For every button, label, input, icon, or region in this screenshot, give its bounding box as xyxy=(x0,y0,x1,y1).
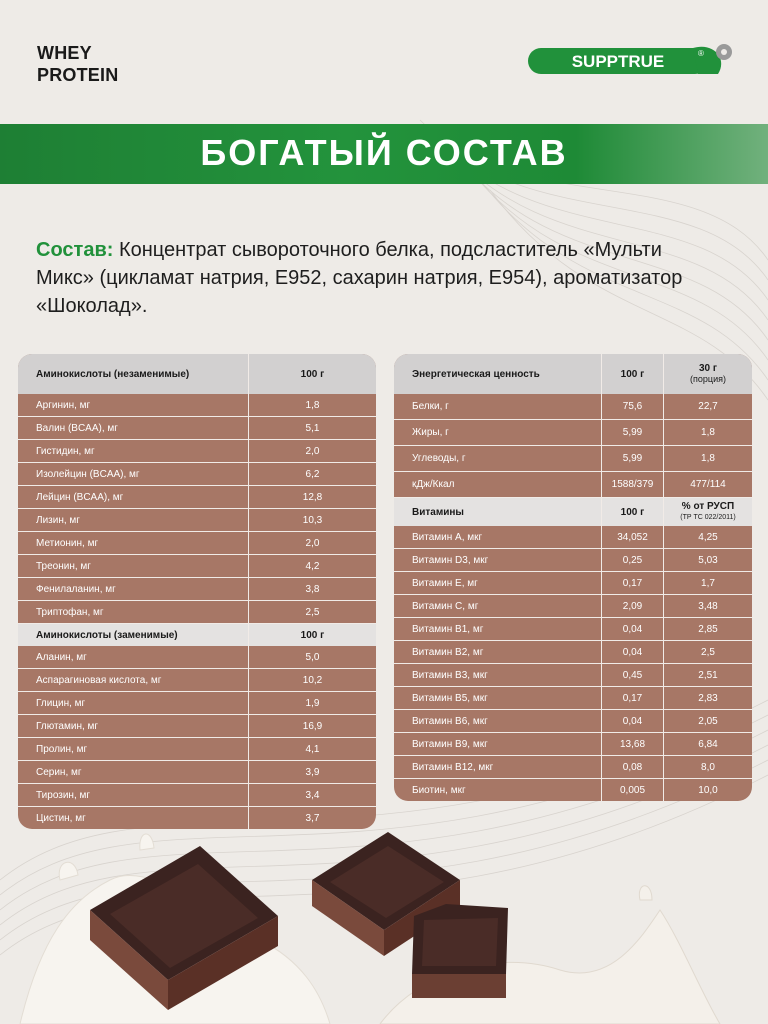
energy-header-col2-main: 30 г xyxy=(698,363,718,374)
amino-nonessential-row xyxy=(18,646,376,668)
vitamin-name: Витамин С, мг xyxy=(412,600,479,612)
vitamin-row xyxy=(394,548,752,571)
amino-nonessential-value: 1,9 xyxy=(248,692,376,714)
vitamin-name: Витамин А, мкг xyxy=(412,531,483,543)
amino-essential-value: 3,8 xyxy=(248,578,376,600)
amino-nonessential-value: 10,2 xyxy=(248,669,376,691)
vitamin-value-2: 2,83 xyxy=(663,687,752,709)
composition-text xyxy=(36,236,716,320)
logo-registered-mark: ® xyxy=(698,49,704,58)
composition-label: Состав: xyxy=(36,239,114,261)
amino-essential-name: Аргинин, мг xyxy=(36,399,91,411)
vitamin-value-2: 4,25 xyxy=(663,526,752,548)
amino-essential-name: Лейцин (BCAA), мг xyxy=(36,491,124,503)
amino-essential-value: 2,0 xyxy=(248,532,376,554)
vitamin-value-100g: 0,17 xyxy=(601,572,663,594)
amino-nonessential-header-name: Аминокислоты (заменимые) xyxy=(36,629,178,641)
product-title-line2: PROTEIN xyxy=(37,65,119,85)
amino-nonessential-value: 16,9 xyxy=(248,715,376,737)
vitamin-name: Витамин В5, мкг xyxy=(412,692,488,704)
amino-essential-name: Фенилаланин, мг xyxy=(36,583,116,595)
amino-essential-name: Лизин, мг xyxy=(36,514,80,526)
energy-name: Углеводы, г xyxy=(412,453,466,464)
vitamin-value-100g: 13,68 xyxy=(601,733,663,755)
amino-essential-row xyxy=(18,462,376,485)
energy-value-2: 1,8 xyxy=(663,446,752,471)
vitamin-value-2: 6,84 xyxy=(663,733,752,755)
amino-essential-value: 4,2 xyxy=(248,555,376,577)
vitamin-value-100g: 0,17 xyxy=(601,687,663,709)
vitamin-value-2: 1,7 xyxy=(663,572,752,594)
logo-text: SUPPTRUE xyxy=(571,52,665,71)
chocolate-milk-image xyxy=(0,820,768,1024)
vitamin-name: Витамин В12, мкг xyxy=(412,761,494,773)
amino-essential-value: 6,2 xyxy=(248,463,376,485)
energy-row xyxy=(394,471,752,497)
amino-nonessential-row xyxy=(18,783,376,806)
amino-essential-name: Изолейцин (BCAA), мг xyxy=(36,468,140,480)
vitamins-header-name: Витамины xyxy=(412,506,464,518)
vitamin-value-100g: 0,45 xyxy=(601,664,663,686)
vitamin-value-100g: 34,052 xyxy=(601,526,663,548)
vitamin-value-2: 10,0 xyxy=(663,779,752,801)
vitamin-name: Биотин, мкг xyxy=(412,784,466,796)
vitamin-value-100g: 0,04 xyxy=(601,641,663,663)
vitamin-value-2: 3,48 xyxy=(663,595,752,617)
energy-header-col2-sub: (порция) xyxy=(690,374,726,384)
amino-nonessential-name: Глицин, мг xyxy=(36,697,86,709)
energy-value-2: 477/114 xyxy=(663,472,752,497)
vitamin-row xyxy=(394,778,752,801)
vitamin-value-100g: 0,005 xyxy=(601,779,663,801)
amino-essential-value: 2,5 xyxy=(248,601,376,623)
amino-essential-value: 10,3 xyxy=(248,509,376,531)
vitamin-row xyxy=(394,755,752,778)
amino-acids-table xyxy=(18,354,376,829)
amino-essential-row xyxy=(18,416,376,439)
amino-essential-name: Гистидин, мг xyxy=(36,445,95,457)
amino-nonessential-value: 3,4 xyxy=(248,784,376,806)
amino-nonessential-header xyxy=(18,623,376,646)
vitamin-row xyxy=(394,663,752,686)
vitamins-header xyxy=(394,497,752,526)
amino-nonessential-value: 3,9 xyxy=(248,761,376,783)
amino-essential-value: 2,0 xyxy=(248,440,376,462)
amino-essential-row xyxy=(18,554,376,577)
vitamins-header-col2-sub: (ТР ТС 022/2011) xyxy=(680,514,736,521)
energy-header-col2 xyxy=(663,354,752,394)
vitamin-value-100g: 0,04 xyxy=(601,618,663,640)
vitamin-value-100g: 2,09 xyxy=(601,595,663,617)
amino-essential-header xyxy=(18,354,376,394)
vitamins-header-col1: 100 г xyxy=(601,498,663,526)
vitamin-row xyxy=(394,640,752,663)
amino-nonessential-name: Пролин, мг xyxy=(36,743,88,755)
vitamin-row xyxy=(394,732,752,755)
product-title xyxy=(37,42,118,86)
energy-header xyxy=(394,354,752,394)
amino-essential-header-col: 100 г xyxy=(248,354,376,394)
amino-essential-row xyxy=(18,439,376,462)
vitamins-header-col2-main: % от РУСП xyxy=(681,501,735,512)
amino-nonessential-row xyxy=(18,737,376,760)
energy-value-100g: 5,99 xyxy=(601,420,663,445)
vitamin-row xyxy=(394,686,752,709)
amino-nonessential-header-col: 100 г xyxy=(248,624,376,646)
vitamin-value-100g: 0,25 xyxy=(601,549,663,571)
vitamins-header-col2 xyxy=(663,498,752,526)
energy-row xyxy=(394,445,752,471)
chocolate-piece-3 xyxy=(412,904,508,998)
energy-vitamins-table xyxy=(394,354,752,801)
energy-header-col1: 100 г xyxy=(601,354,663,394)
vitamin-value-2: 5,03 xyxy=(663,549,752,571)
amino-nonessential-row xyxy=(18,714,376,737)
product-title-line1: WHEY xyxy=(37,43,92,63)
amino-nonessential-name: Серин, мг xyxy=(36,766,82,778)
amino-nonessential-value: 3,7 xyxy=(248,807,376,829)
energy-value-100g: 5,99 xyxy=(601,446,663,471)
amino-nonessential-name: Цистин, мг xyxy=(36,812,86,824)
supptrue-logo xyxy=(528,40,738,80)
energy-row xyxy=(394,419,752,445)
amino-nonessential-name: Аспарагиновая кислота, мг xyxy=(36,674,162,686)
amino-nonessential-value: 5,0 xyxy=(248,646,376,668)
amino-essential-value: 12,8 xyxy=(248,486,376,508)
amino-essential-row xyxy=(18,485,376,508)
vitamin-row xyxy=(394,571,752,594)
amino-nonessential-name: Аланин, мг xyxy=(36,651,87,663)
vitamin-name: Витамин D3, мкг xyxy=(412,554,489,566)
vitamin-value-2: 2,05 xyxy=(663,710,752,732)
vitamin-row xyxy=(394,617,752,640)
vitamin-name: Витамин В6, мкг xyxy=(412,715,488,727)
amino-essential-value: 1,8 xyxy=(248,394,376,416)
amino-nonessential-row xyxy=(18,668,376,691)
energy-value-2: 1,8 xyxy=(663,420,752,445)
vitamin-row xyxy=(394,709,752,732)
vitamin-name: Витамин В2, мг xyxy=(412,646,484,658)
amino-essential-name: Треонин, мг xyxy=(36,560,91,572)
amino-essential-name: Метионин, мг xyxy=(36,537,99,549)
amino-essential-name: Валин (BCAA), мг xyxy=(36,422,118,434)
amino-essential-row xyxy=(18,394,376,416)
amino-nonessential-value: 4,1 xyxy=(248,738,376,760)
vitamin-name: Витамин Е, мг xyxy=(412,577,478,589)
vitamin-row xyxy=(394,526,752,548)
vitamin-name: Витамин В9, мкг xyxy=(412,738,488,750)
vitamin-name: Витамин В1, мг xyxy=(412,623,484,635)
energy-header-name: Энергетическая ценность xyxy=(412,368,540,380)
energy-value-100g: 1588/379 xyxy=(601,472,663,497)
energy-name: Белки, г xyxy=(412,401,449,412)
energy-name: Жиры, г xyxy=(412,427,449,438)
amino-essential-value: 5,1 xyxy=(248,417,376,439)
vitamin-value-2: 2,51 xyxy=(663,664,752,686)
vitamin-name: Витамин В3, мкг xyxy=(412,669,488,681)
amino-nonessential-name: Тирозин, мг xyxy=(36,789,91,801)
amino-nonessential-row xyxy=(18,691,376,714)
energy-value-100g: 75,6 xyxy=(601,394,663,419)
section-title: БОГАТЫЙ СОСТАВ xyxy=(200,132,568,173)
energy-row xyxy=(394,394,752,419)
vitamin-value-2: 8,0 xyxy=(663,756,752,778)
amino-essential-header-name: Аминокислоты (незаменимые) xyxy=(36,368,190,380)
amino-essential-name: Триптофан, мг xyxy=(36,606,104,618)
amino-essential-row xyxy=(18,600,376,623)
vitamin-row xyxy=(394,594,752,617)
amino-essential-row xyxy=(18,508,376,531)
energy-name: кДж/Ккал xyxy=(412,479,455,490)
vitamin-value-2: 2,5 xyxy=(663,641,752,663)
amino-nonessential-name: Глютамин, мг xyxy=(36,720,99,732)
energy-value-2: 22,7 xyxy=(663,394,752,419)
amino-nonessential-row xyxy=(18,760,376,783)
vitamin-value-100g: 0,08 xyxy=(601,756,663,778)
amino-essential-row xyxy=(18,577,376,600)
vitamin-value-100g: 0,04 xyxy=(601,710,663,732)
amino-essential-row xyxy=(18,531,376,554)
composition-body: Концентрат сывороточного белка, подсластитель «Мульти Микс» (цикламат натрия, Е952, сахарин натрия, Е954), ароматизатор «Шоколад». xyxy=(36,239,683,317)
vitamin-value-2: 2,85 xyxy=(663,618,752,640)
